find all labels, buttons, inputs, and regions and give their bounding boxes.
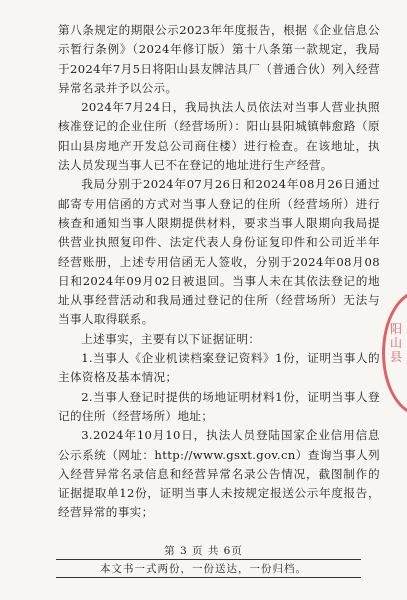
footnote: 本文书一式两份，一份送达，一份归档。 (100, 563, 307, 575)
footer-top-rule (56, 559, 361, 560)
evidence-item-2: 2.当事人登记时提供的场地证明材料1份，证明当事人登记的住所（经营场所）地址； (58, 389, 380, 423)
paragraph-4: 上述事实，主要有以下证据证明： (81, 331, 261, 346)
seal-text: 阳山县 (390, 322, 403, 364)
page-number: 第 3 页 共 6页 (164, 545, 243, 557)
evidence-item-1: 1.当事人《企业机读档案登记资料》1份，证明当事人的主体资格及基本情况； (58, 351, 380, 385)
footer-bottom-rule (56, 577, 361, 578)
document-body (58, 21, 380, 523)
paragraph-3: 我局分别于2024年07月26日和2024年08月26日通过邮寄专用信函的方式对当事人登记的住所（经营场所）进行核查和通知当事人限期提供材料，要求当事人限期向我局提供营业执照复印件、法定代表人身份证复印件和公司近半年经营账册，上述专用信函无人签收，分别于2024年08月08日和2024年09月02日被退回。当事人未在其依法登记的地址从事经营活动和我局通过登记的住所（经营场所）无法与当事人取得联系。 (58, 177, 380, 327)
paragraph-2: 2024年7月24日，我局执法人员依法对当事人营业执照核准登记的企业住所（经营场所）：阳山县阳城镇韩愈路（原阳山县房地产开发总公司商住楼）进行检查。在该地址，执法人员发现当事人已不在登记的地址进行生产经营。 (58, 100, 380, 173)
evidence-item-3: 3.2024年10月10日，执法人员登陆国家企业信用信息公示系统（网址：http://www.gsxt.gov.cn）查询当事人列入经营异常名录信息和经营异常名录公告情况，截图制作的证据提取单12份，证明当事人未按规定报送公示年度报告，经营异常的事实； (58, 428, 380, 520)
paragraph-1: 第八条规定的期限公示2023年年度报告，根据《企业信息公示暂行条例》（2024年修订版）第十八条第一款规定，我局于2024年7月5日将阳山县友牌洁具厂（普通合伙）列入经营异常名录并予以公示。 (58, 23, 380, 95)
